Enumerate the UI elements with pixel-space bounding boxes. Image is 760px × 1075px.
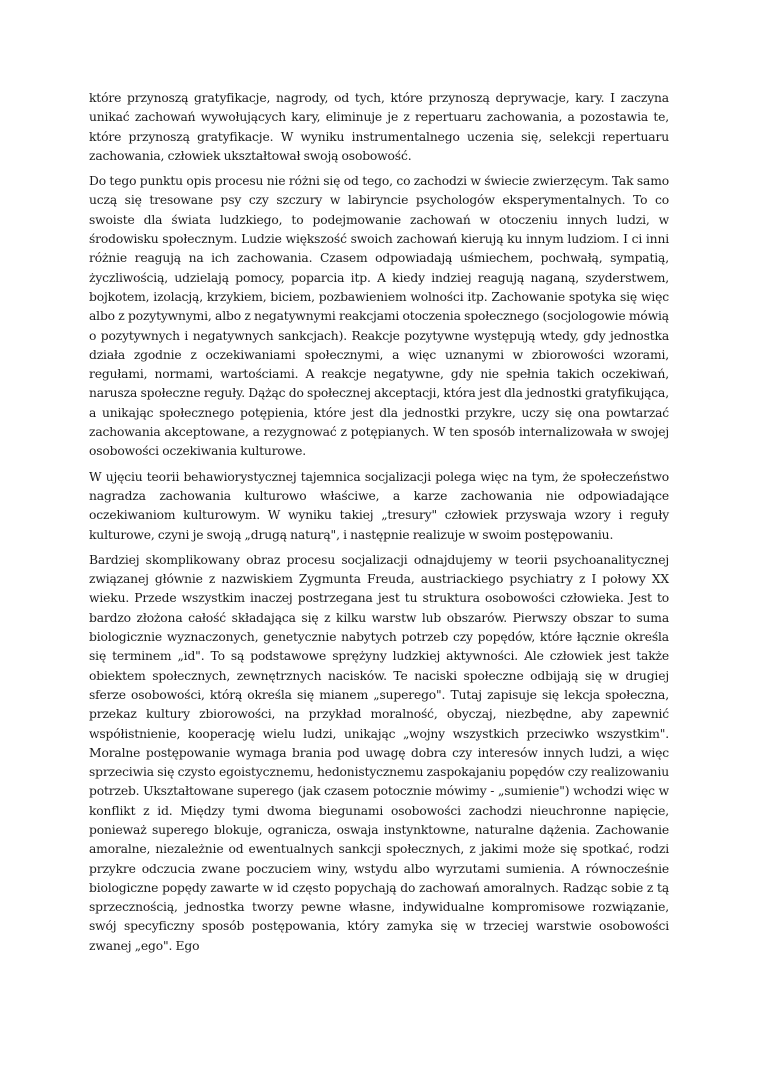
document-page: [89, 89, 669, 962]
paragraph: W ujęciu teorii behawiorystycznej tajemnica socjalizacji polega więc na tym, że społeczeństwo nagradza zachowania kulturowo właściwe, a karze zachowania nie odpowiadające oczekiwaniom kulturowym. W wyniku takiej „tresury" człowiek przyswaja wzory i reguły kulturowe, czyni je swoją „drugą naturą", i następnie realizuje w swoim postępowaniu.: [89, 469, 669, 542]
paragraph: Do tego punktu opis procesu nie różni się od tego, co zachodzi w świecie zwierzęcym. Tak samo uczą się tresowane psy czy szczury w labiryncie psychologów eksperymentalnych. To co swoiste dla świata ludzkiego, to podejmowanie zachowań w otoczeniu innych ludzi, w środowisku społecznym. Ludzie większość swoich zachowań kierują ku innym ludziom. I ci inni różnie reagują na ich zachowania. Czasem odpowiadają uśmiechem, pochwałą, sympatią, życzliwością, udzielają pomocy, poparcia itp. A kiedy indziej reagują naganą, szyderstwem, bojkotem, izolacją, krzykiem, biciem, pozbawieniem wolności itp. Zachowanie spotyka się więc albo z pozytywnymi, albo z negatywnymi reakcjami otoczenia społecznego (socjologowie mówią o pozytywnych i negatywnych sankcjach). Reakcje pozytywne występują wtedy, gdy jednostka działa zgodnie z oczekiwaniami społecznymi, a więc uznanymi w zbiorowości wzorami, regułami, normami, wartościami. A reakcje negatywne, gdy nie spełnia takich oczekiwań, narusza społeczne reguły. Dążąc do społecznej akceptacji, która jest dla jednostki gratyfikująca, a unikając społecznego potępienia, które jest dla jednostki przykre, uczy się ona powtarzać zachowania akceptowane, a rezygnować z potępianych. W ten sposób internalizowała w swojej osobowości oczekiwania kulturowe.: [89, 174, 669, 459]
paragraph: które przynoszą gratyfikacje, nagrody, od tych, które przynoszą deprywacje, kary. I zaczyna unikać zachowań wywołujących kary, eliminuje je z repertuaru zachowania, a pozostawia te, które przynoszą gratyfikacje. W wyniku instrumentalnego uczenia się, selekcji repertuaru zachowania, człowiek ukształtował swoją osobowość.: [89, 91, 669, 163]
paragraph: Bardziej skomplikowany obraz procesu socjalizacji odnajdujemy w teorii psychoanalitycznej związanej głównie z nazwiskiem Zygmunta Freuda, austriackiego psychiatry z I połowy XX wieku. Przede wszystkim inaczej postrzegana jest tu struktura osobowości człowieka. Jest to bardzo złożona całość składająca się z kilku warstw lub obszarów. Pierwszy obszar to suma biologicznie wyznaczonych, genetycznie nabytych potrzeb czy popędów, które łącznie określa się terminem „id". To są podstawowe sprężyny ludzkiej aktywności. Ale człowiek jest także obiektem społecznych, zewnętrznych nacisków. Te naciski społeczne odbijają się w drugiej sferze osobowości, którą określa się mianem „superego". Tutaj zapisuje się lekcja społeczna, przekaz kultury zbiorowości, na przykład moralność, obyczaj, niezbędne, aby zapewnić współistnienie, kooperację wielu ludzi, unikając „wojny wszystkich przeciwko wszystkim". Moralne postępowanie wymaga brania pod uwagę dobra czy interesów innych ludzi, a więc sprzeciwia się czysto egoistycznemu, hedonistycznemu zaspokajaniu popędów czy realizowaniu potrzeb. Ukształtowane superego (jak czasem potocznie mówimy - „sumienie") wchodzi więc w konflikt z id. Między tymi dwoma biegunami osobowości zachodzi nieuchronne napięcie, ponieważ superego blokuje, ogranicza, oswaja instynktowne, naturalne dążenia. Zachowanie amoralne, niezależnie od ewentualnych sankcji społecznych, z jakimi może się spotkać, rodzi przykre odczucia zwane poczuciem winy, wstydu albo wyrzutami sumienia. A równocześnie biologiczne popędy zawarte w id często popychają do zachowań amoralnych. Radząc sobie z tą sprzecznością, jednostka tworzy pewne własne, indywidualne kompromisowe rozwiązanie, swój specyficzny sposób postępowania, który zamyka się w trzeciej warstwie osobowości zwanej „ego". Ego: [89, 552, 669, 953]
